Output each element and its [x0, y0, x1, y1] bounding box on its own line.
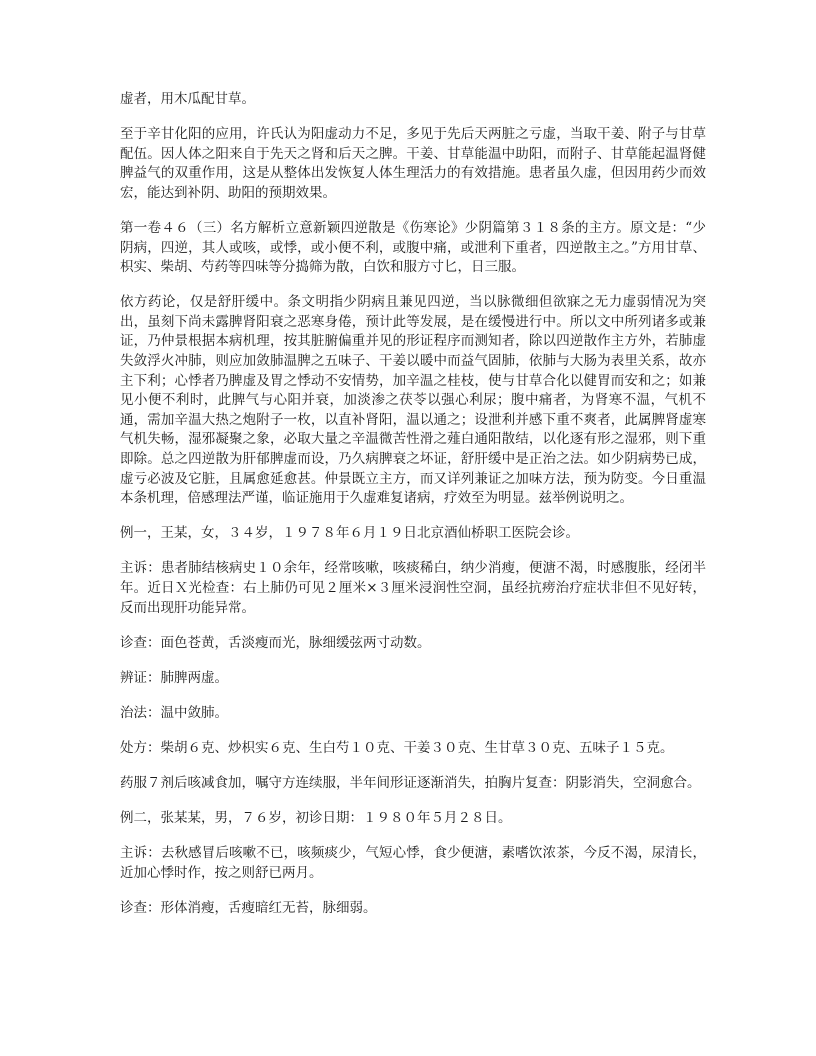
paragraph-case-1-treatment: 治法：温中敛肺。	[120, 704, 228, 721]
paragraph-analysis: 依方药论，仅是舒肝缓中。条文明指少阴病且兼见四逆，当以脉微细但欲寐之无力虚弱情况为突出，虽刻下尚未露脾肾阳衰之恶寒身倦，预计此等发展，是在缓慢进行中。所以文中所列诸多或兼证，乃仲景根据本病机理，按其脏腑偏重并见的形证程序而测知者，除以四逆散作主方外，若肺虚失敛浮火冲肺，则应加敛肺温脾之五味子、干姜以暖中而益气固肺，依肺与大肠为表里关系，故亦主下利；心悸者乃脾虚及胃之悸动不安情势，加辛温之桂枝，使与甘草合化以健胃而安和之；如兼见小便不利时，此脾气与心阳并衰，加淡渗之茯苓以强心利尿；腹中痛者，为肾寒不温，气机不通，需加辛温大热之炮附子一枚，以直补肾阳，温以通之；设泄利并感下重不爽者，此属脾肾虚寒气机失畅，湿邪凝聚之象，必取大量之辛温微苦性滑之薤白通阳散结，以化逐有形之湿邪，则下重即除。总之四逆散为肝郁脾虚而设，乃久病脾衰之坏证，舒肝缓中是正治之法。如少阴病势已成，虚亏必波及它脏，且属愈延愈甚。仲景既立主方，而又详列兼证之加味方法，预为防变。今日重温本条机理，倍感理法严谨，临证施用于久虚难复诸病，疗效至为明显。兹举例说明之。	[120, 294, 706, 507]
paragraph-case-1-complaint: 主诉：患者肺结核病史１０余年，经常咳嗽，咳痰稀白，纳少消瘦，便溏不渴，时感腹胀，经闭半年。近日Ｘ光检查：右上肺仍可见２厘米×３厘米浸润性空洞，虽经抗痨治疗症状非但不见好转，反而出现肝功能异常。	[120, 560, 706, 616]
document-page	[120, 90, 706, 934]
paragraph-case-1-outcome: 药服７剂后咳减食加，嘱守方连续服，半年间形证逐渐消失，拍胸片复查：阴影消失，空洞愈合。	[120, 775, 701, 792]
paragraph-case-1-prescription: 处方：柴胡６克、炒枳实６克、生白芍１０克、干姜３０克、生甘草３０克、五味子１５克。	[120, 739, 674, 756]
paragraph-case-1-exam: 诊查：面色苍黄，舌淡瘦而光，脉细缓弦两寸动数。	[120, 634, 431, 651]
paragraph-si-ni-san-original: 第一卷４６（三）名方解析立意新颖四逆散是《伤寒论》少阴篇第３１８条的主方。原文是：“少阴病，四逆，其人或咳，或悸，或小便不利，或腹中痛，或泄利下重者，四逆散主之。”方用甘草、枳实、柴胡、芍药等四味等分捣筛为散，白饮和服方寸匕，日三服。	[120, 219, 706, 276]
paragraph-case-2-complaint: 主诉：去秋感冒后咳嗽不已，咳频痰少，气短心悸，食少便溏，素嗜饮浓茶，今反不渴，尿清长，近加心悸时作，按之则舒已两月。	[120, 845, 706, 881]
paragraph-case-1-header: 例一，王某，女，３４岁，１９７８年６月１９日北京酒仙桥职工医院会诊。	[120, 525, 579, 542]
paragraph-case-2-header: 例二，张某某，男，７６岁，初诊日期：１９８０年５月２８日。	[120, 810, 512, 827]
paragraph-xin-gan-hua-yang: 至于辛甘化阳的应用，许氏认为阳虚动力不足，多见于先后天两脏之亏虚，当取干姜、附子与甘草配伍。因人体之阳来自于先天之肾和后天之脾。干姜、甘草能温中助阳，而附子、甘草能起温肾健脾益气的双重作用，这是从整体出发恢复人体生理活力的有效措施。患者虽久虚，但因用药少而效宏，能达到补阴、助阳的预期效果。	[120, 126, 706, 201]
paragraph-case-2-exam: 诊查：形体消瘦，舌瘦暗红无苔，脉细弱。	[120, 899, 377, 916]
paragraph-case-1-diagnosis: 辨证：肺脾两虚。	[120, 669, 228, 686]
paragraph-intro-tail: 虚者，用木瓜配甘草。	[120, 91, 255, 107]
